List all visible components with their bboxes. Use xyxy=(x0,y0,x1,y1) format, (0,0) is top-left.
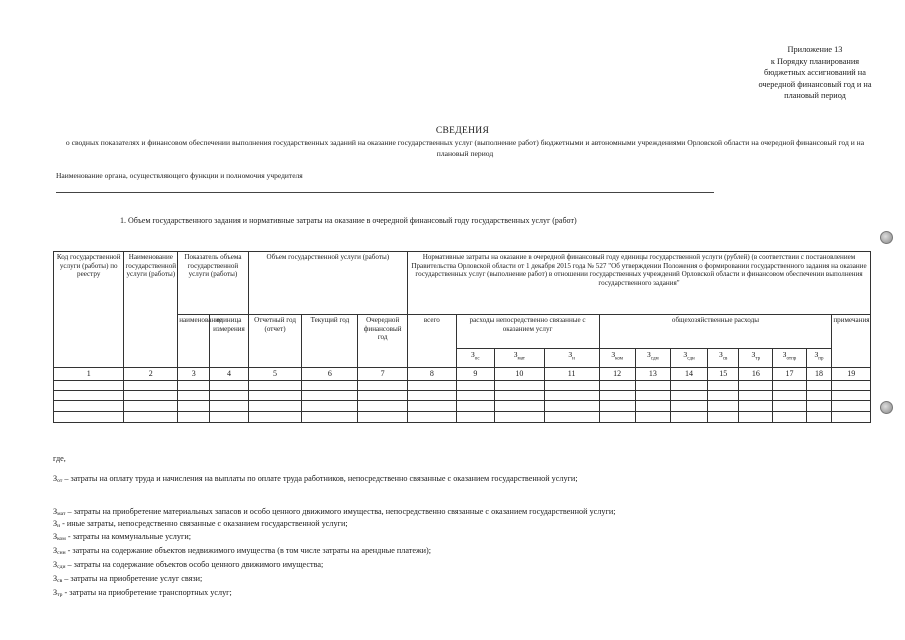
organ-label: Наименование органа, осуществляющего функции и полномочия учредителя xyxy=(56,171,303,180)
symbol-cell: $З_{сдн}$ xyxy=(670,349,707,368)
appendix-line: очередной финансовый год и на xyxy=(758,79,872,89)
symbol-cell: $З_{мат}$ xyxy=(494,349,544,368)
appendix-block xyxy=(735,44,895,102)
document-subtitle: о сводных показателях и финансовом обеспечении выполнения государственных заданий на оказание государственных услуг (выполнение работ) бюджетными и автономными учреждениями Орловской области на очередной финансовый год и на плановый период xyxy=(65,138,865,158)
header-general-costs: общехозяйственные расходы xyxy=(599,315,832,349)
note-item: Зком - затраты на коммунальные услуги; xyxy=(53,532,191,542)
header-next-year: Очередной финансовый год xyxy=(358,315,408,368)
table-row xyxy=(54,391,871,401)
column-number: 11 xyxy=(544,368,599,381)
column-number: 5 xyxy=(248,368,302,381)
note-item: Зот – затраты на оплату труда и начисления на выплаты по оплате труда работников, непосредственно связанные с оказанием государственной услуги; xyxy=(53,474,578,484)
note-item: Зсди – затраты на содержание объектов особо ценного движимого имущества; xyxy=(53,560,324,570)
column-number: 19 xyxy=(832,368,871,381)
summary-table xyxy=(53,251,871,423)
notes-intro: где, xyxy=(53,454,66,463)
symbol-cell: $З_и$ xyxy=(544,349,599,368)
document-title: СВЕДЕНИЯ xyxy=(435,126,490,136)
column-number: 9 xyxy=(456,368,494,381)
symbol-cell: $З_{отпр}$ xyxy=(773,349,806,368)
column-numbers-row xyxy=(54,368,871,381)
appendix-line: плановый период xyxy=(784,91,846,101)
column-number: 8 xyxy=(408,368,457,381)
header-indicator-unit: единица измерения xyxy=(210,315,248,368)
header-direct-costs: расходы непосредственно связанные с оказанием услуг xyxy=(456,315,599,349)
punch-hole-icon xyxy=(880,231,893,244)
column-number: 14 xyxy=(670,368,707,381)
header-indicator: Показатель объема государственной услуги (работы) xyxy=(178,252,248,315)
note-item: Зи - иные затраты, непосредственно связанные с оказанием государственной услуги; xyxy=(53,519,348,529)
column-number: 12 xyxy=(599,368,635,381)
note-item: Зсв – затраты на приобретение услуг связи; xyxy=(53,574,203,584)
column-number: 10 xyxy=(494,368,544,381)
symbol-cell: $З_{тр}$ xyxy=(739,349,773,368)
header-normative-costs: Нормативные затраты на оказание в очередной финансовый году единицы государственной услуги (рублей) (в соответствии с постановлением Правительства Орловской области от 1 декабря 2015 года № 527 "Об утверждении Положения о формировании государственного задания на оказание государственных услуг (выполнение работ) в отношении государственных учреждений Орловской области и финансовом обеспечении выполнения государственного задания" xyxy=(408,252,871,315)
note-item: Зснн - затраты на содержание объектов недвижимого имущества (в том числе затраты на арендные платежи); xyxy=(53,546,432,556)
column-number: 2 xyxy=(124,368,178,381)
column-number: 6 xyxy=(302,368,358,381)
table-row xyxy=(54,401,871,412)
header-notes: примечания xyxy=(832,315,871,368)
header-service-name: Наименование государственной услуги (работы) xyxy=(124,252,178,368)
table-row xyxy=(54,381,871,391)
symbol-cell: $З_{пр}$ xyxy=(806,349,832,368)
column-number: 3 xyxy=(178,368,210,381)
symbol-cell: $З_{ос}$ xyxy=(456,349,494,368)
organ-underline xyxy=(56,192,714,193)
column-number: 15 xyxy=(708,368,739,381)
header-reported-year: Отчетный год (отчет) xyxy=(248,315,302,368)
symbol-cell: $З_{св}$ xyxy=(708,349,739,368)
punch-hole-icon xyxy=(880,401,893,414)
column-number: 17 xyxy=(773,368,806,381)
symbol-cell: $З_{ком}$ xyxy=(599,349,635,368)
symbol-cell: $З_{сдм}$ xyxy=(635,349,670,368)
appendix-line: Приложение 13 xyxy=(787,45,843,54)
header-indicator-name: наименование xyxy=(178,315,210,368)
column-number: 1 xyxy=(54,368,124,381)
column-number: 4 xyxy=(210,368,248,381)
column-number: 18 xyxy=(806,368,832,381)
table-row xyxy=(54,412,871,423)
appendix-line: к Порядку планирования xyxy=(770,56,860,66)
header-volume: Объем государственной услуги (работы) xyxy=(248,252,407,315)
header-current-year: Текущий год xyxy=(302,315,358,368)
column-number: 7 xyxy=(358,368,408,381)
note-item: Змат – затраты на приобретение материальных запасов и особо ценного движимого имущества, непосредственно связанные с оказанием государственной услуги; xyxy=(53,507,616,517)
column-number: 13 xyxy=(635,368,670,381)
column-number: 16 xyxy=(739,368,773,381)
note-item: Зтр - затраты на приобретение транспортных услуг; xyxy=(53,588,232,598)
header-total: всего xyxy=(408,315,457,368)
header-code: Код государственной услуги (работы) по реестру xyxy=(54,252,124,368)
section-title: 1. Объем государственного задания и нормативные затраты на оказание в очередной финансовый году государственных услуг (работ) xyxy=(120,216,577,225)
appendix-line: бюджетных ассигнований на xyxy=(764,68,866,78)
